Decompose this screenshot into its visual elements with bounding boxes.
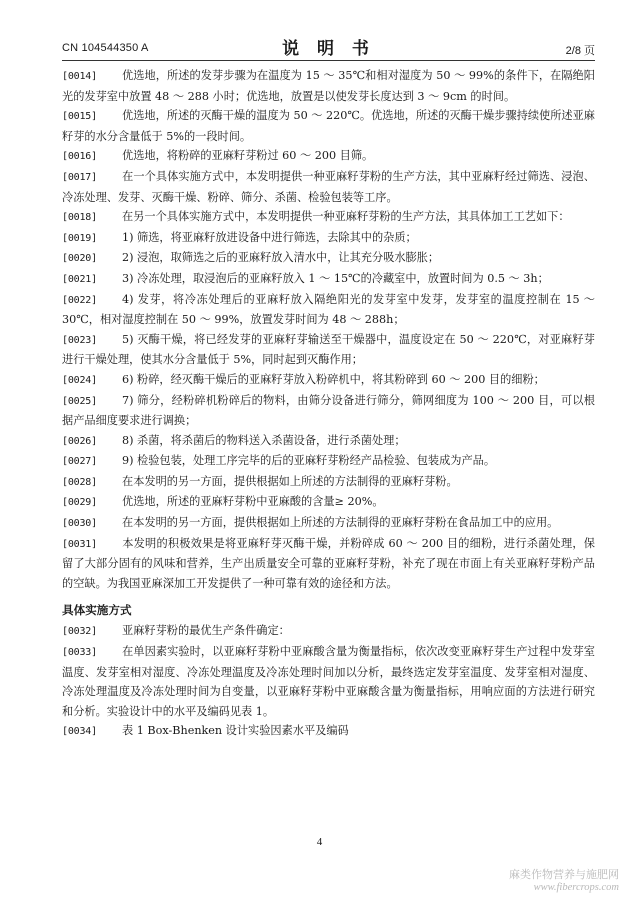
- document-title: 说 明 书: [282, 39, 375, 59]
- paragraph: [62, 269, 595, 290]
- paragraph-text: 优选地，所述的亚麻籽芽粉中亚麻酸的含量≥ 20%。: [122, 495, 384, 509]
- paragraph-text: 8) 杀菌，将杀菌后的物料送入杀菌设备，进行杀菌处理；: [122, 433, 406, 447]
- paragraph: [62, 146, 595, 167]
- page-number: 4: [316, 836, 323, 848]
- paragraph: [62, 472, 595, 493]
- paragraph-text: 优选地，所述的发芽步骤为在温度为 15 ～ 35℃和相对湿度为 50 ～ 99%的条件下，在隔绝阳光的发芽室中放置 48 ～ 288 小时；优选地，放置是以使发芽长度达到 3 ～ 9cm 的时间。: [62, 69, 595, 103]
- paragraph-number: [0014]: [62, 71, 97, 82]
- paragraph-number: [0030]: [62, 518, 97, 530]
- paragraph-number: [0026]: [62, 435, 97, 447]
- paragraph-text: 在一个具体实施方式中，本发明提供一种亚麻籽芽粉的生产方法，其中亚麻籽经过筛选、浸泡、冷冻处理、发芽、灭酶干燥、粉碎、筛分、杀菌、检验包装等工序。: [62, 169, 595, 204]
- paragraph-number: [0032]: [62, 626, 97, 638]
- paragraph: [62, 492, 595, 513]
- paragraph-number: [0023]: [62, 334, 97, 346]
- paragraph-text: 5) 灭酶干燥，将已经发芽的亚麻籽芽输送至干燥器中，温度设定在 50 ～ 220℃，对亚麻籽芽进行干燥处理，使其水分含量低于 5%，同时起到灭酶作用；: [62, 332, 595, 367]
- paragraph-list: [62, 66, 595, 593]
- paragraph-text: 在单因素实验时，以亚麻籽芽粉中亚麻酸含量为衡量指标，依次改变亚麻籽芽生产过程中发芽室温度、发芽室相对湿度、冷冻处理温度及冷冻处理时间加以分析，最终选定发芽室温度、发芽室相对湿度、冷冻处理温度及冷冻处理时间为自变量，以亚麻籽芽粉中亚麻酸含量为衡量指标，用响应面的方法进行研究和分析。实验设计中的水平及编码见表 1。: [62, 645, 595, 718]
- paragraph: [62, 106, 595, 146]
- watermark-url: www.fibercrops.com: [533, 882, 619, 893]
- paragraph: [62, 228, 595, 249]
- paragraph: [62, 370, 595, 391]
- paragraph: [62, 290, 595, 330]
- paragraph: [62, 207, 595, 228]
- paragraph-list-embodiments: [62, 621, 595, 742]
- paragraph-text: 优选地，将粉碎的亚麻籽芽粉过 60 ～ 200 目筛。: [122, 149, 374, 163]
- paragraph-text: 7) 筛分，经粉碎机粉碎后的物料，由筛分设备进行筛分，筛网细度为 100 ～ 200 目，可以根据产品细度要求进行调换；: [62, 393, 595, 428]
- paragraph-number: [0015]: [62, 111, 97, 123]
- paragraph-text: 在本发明的另一方面，提供根据如上所述的方法制得的亚麻籽芽粉在食品加工中的应用。: [122, 516, 559, 530]
- paragraph-number: [0021]: [62, 273, 97, 285]
- paragraph: [62, 451, 595, 472]
- page-of-indicator: 2/8 页: [565, 45, 595, 57]
- paragraph: [62, 66, 595, 106]
- watermark-line1: 麻类作物营养与施肥网: [509, 868, 619, 881]
- paragraph: [62, 621, 595, 642]
- paragraph-text: 在另一个具体实施方式中，本发明提供一种亚麻籽芽粉的生产方法，其具体加工工艺如下：: [122, 210, 570, 224]
- paragraph: [62, 513, 595, 534]
- paragraph-number: [0020]: [62, 253, 97, 265]
- paragraph-text: 本发明的积极效果是将亚麻籽芽灭酶干燥，并粉碎成 60 ～ 200 目的细粉，进行杀菌处理，保留了大部分固有的风味和营养，生产出质量安全可靠的亚麻籽芽粉，补充了现在市面上有关亚麻籽芽粉产品的空缺。为我国亚麻深加工开发提供了一种可靠有效的途径和方法。: [62, 536, 595, 590]
- section-heading: 具体实施方式: [62, 603, 132, 618]
- paragraph-text: 6) 粉碎，经灭酶干燥后的亚麻籽芽放入粉碎机中，将其粉碎到 60 ～ 200 目的细粉；: [122, 372, 545, 386]
- page-header: [62, 34, 595, 59]
- paragraph-text: 优选地，所述的灭酶干燥的温度为 50 ～ 220℃。优选地，所述的灭酶干燥步骤持续使所述亚麻籽芽的水分含量低于 5%的一段时间。: [62, 109, 595, 143]
- paragraph: [62, 391, 595, 431]
- header-rule: [62, 60, 595, 61]
- paragraph-number: [0031]: [62, 538, 97, 550]
- paragraph-number: [0024]: [62, 374, 97, 386]
- paragraph-number: [0016]: [62, 151, 97, 163]
- paragraph-number: [0034]: [62, 726, 97, 738]
- paragraph-number: [0019]: [62, 232, 97, 244]
- paragraph-text: 3) 冷冻处理，取浸泡后的亚麻籽放入 1 ～ 15℃的冷藏室中，放置时间为 0.5 ～ 3h；: [122, 271, 549, 285]
- paragraph-number: [0027]: [62, 456, 97, 468]
- paragraph: [62, 721, 595, 742]
- paragraph: [62, 330, 595, 370]
- paragraph-number: [0028]: [62, 476, 97, 488]
- paragraph-text: 4) 发芽，将冷冻处理后的亚麻籽放入隔绝阳光的发芽室中发芽，发芽室的温度控制在 15 ～ 30℃，相对湿度控制在 50 ～ 99%，放置发芽时间为 48 ～ 288h；: [62, 292, 595, 327]
- paragraph: [62, 248, 595, 269]
- document-body: [62, 66, 595, 742]
- publication-number: CN 104544350 A: [62, 42, 149, 54]
- paragraph-text: 9) 检验包装，处理工序完毕的后的亚麻籽芽粉经产品检验、包装成为产品。: [122, 454, 496, 468]
- paragraph: [62, 167, 595, 207]
- watermark: [509, 868, 619, 894]
- paragraph-number: [0033]: [62, 647, 97, 659]
- paragraph: [62, 431, 595, 452]
- paragraph-text: 1) 筛选，将亚麻籽放进设备中进行筛选，去除其中的杂质；: [122, 230, 417, 244]
- paragraph-number: [0017]: [62, 171, 97, 183]
- paragraph: [62, 642, 595, 721]
- paragraph-number: [0018]: [62, 212, 97, 224]
- paragraph-text: 2) 浸泡，取筛选之后的亚麻籽放入清水中，让其充分吸水膨胀；: [122, 251, 440, 265]
- paragraph-number: [0022]: [62, 294, 97, 306]
- paragraph-text: 在本发明的另一方面，提供根据如上所述的方法制得的亚麻籽芽粉。: [122, 474, 458, 488]
- paragraph: [62, 534, 595, 594]
- paragraph-number: [0029]: [62, 497, 97, 509]
- paragraph-number: [0025]: [62, 395, 97, 407]
- paragraph-text: 表 1 Box-Bhenken 设计实验因素水平及编码: [122, 724, 349, 738]
- paragraph-text: 亚麻籽芽粉的最优生产条件确定：: [122, 624, 290, 638]
